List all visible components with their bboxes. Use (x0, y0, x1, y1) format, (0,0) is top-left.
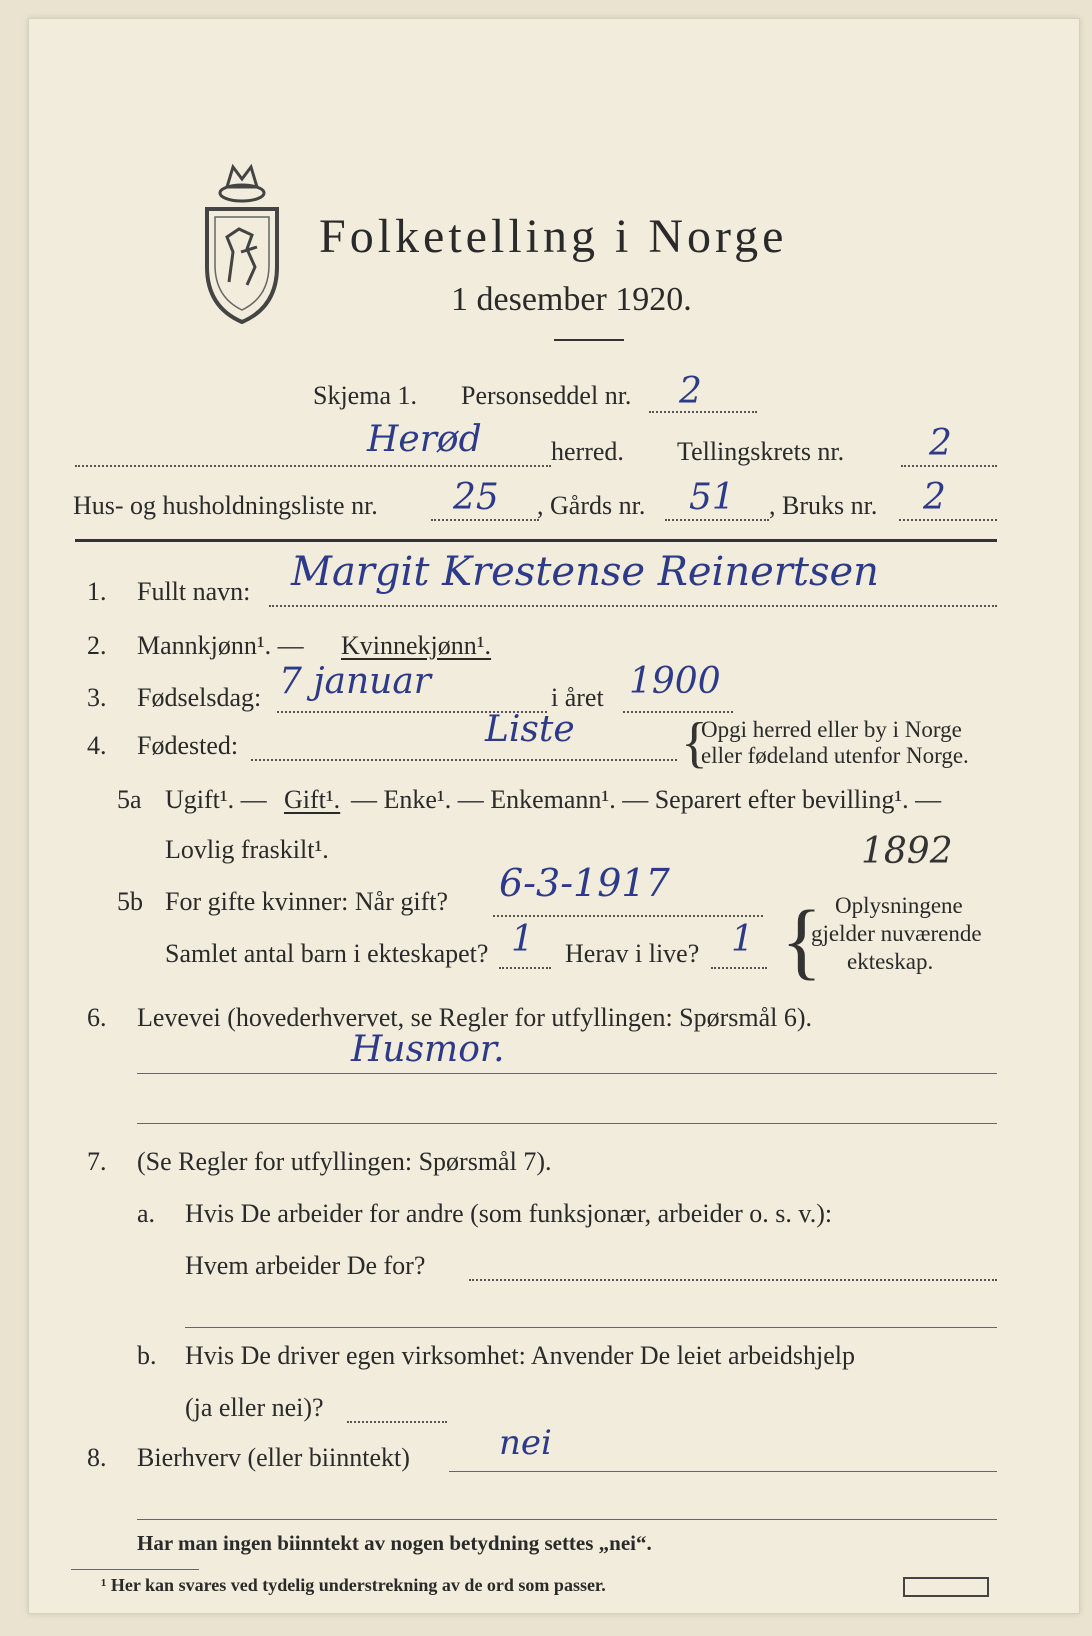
form-date: 1 desember 1920. (451, 281, 692, 318)
title-divider (554, 339, 624, 341)
q6-number: 6. (87, 1003, 107, 1032)
gards-label: , Gårds nr. (537, 491, 646, 520)
footnote: ¹ Her kan svares ved tydelig understrekning av de ord som passer. (101, 1575, 606, 1595)
q5a-fraskilt: Lovlig fraskilt¹. (165, 835, 329, 864)
bruks-value: 2 (923, 477, 946, 518)
q8-label: Bierhverv (eller biinntekt) (137, 1443, 410, 1472)
q8-value: nei (499, 1423, 552, 1463)
q7b-line-2: (ja eller nei)? (185, 1393, 324, 1422)
q1-value: Margit Krestense Reinertsen (291, 549, 879, 595)
husholdning-line (431, 519, 539, 521)
q4-brace: { (681, 712, 708, 774)
herred-label: herred. (551, 437, 624, 466)
q5b-label-3: Herav i live? (565, 939, 700, 968)
q3-number: 3. (87, 683, 107, 712)
q5a-number: 5a (117, 785, 142, 814)
gards-line (665, 519, 769, 521)
q3-year-label: i året (551, 683, 604, 712)
q7b-letter: b. (137, 1341, 157, 1370)
footnote-divider (71, 1569, 199, 1570)
personseddel-label: Personseddel nr. (461, 381, 632, 410)
q4-note-2: eller fødeland utenfor Norge. (701, 743, 969, 768)
census-form (28, 18, 1080, 1614)
q5b-line-3 (711, 967, 767, 969)
q4-number: 4. (87, 731, 107, 760)
q8-line-2 (137, 1519, 997, 1520)
form-title: Folketelling i Norge (319, 210, 788, 263)
bruks-label: , Bruks nr. (769, 491, 878, 520)
q3-label: Fødselsdag: (137, 683, 262, 712)
tellingskrets-value: 2 (929, 423, 952, 464)
q4-label: Fødested: (137, 731, 239, 760)
personseddel-line (649, 411, 757, 413)
q5b-brace: { (781, 892, 823, 988)
q5b-value-2: 1 (511, 919, 534, 960)
q5b-note-3: ekteskap. (847, 949, 934, 974)
q7b-answer-line (347, 1421, 447, 1423)
q5b-label-1: For gifte kvinner: Når gift? (165, 887, 449, 916)
q4-note-1: Opgi herred eller by i Norge (701, 717, 962, 742)
q7b-line-1: Hvis De driver egen virksomhet: Anvender De leiet arbeidshjelp (185, 1341, 856, 1370)
q7a-answer-line (469, 1279, 997, 1281)
q4-value: Liste (485, 709, 575, 750)
q6-label: Levevei (hovederhvervet, se Regler for utfyllingen: Spørsmål 6). (137, 1003, 813, 1032)
q6-line-1 (137, 1073, 997, 1074)
q1-line (269, 605, 997, 607)
herred-line (75, 465, 551, 467)
q5b-value-1: 6-3-1917 (499, 861, 670, 905)
herred-value: Herød (367, 419, 482, 460)
husholdning-label: Hus- og husholdningsliste nr. (73, 491, 378, 520)
q7a-line-2: Hvem arbeider De for? (185, 1251, 426, 1280)
q5b-value-3: 1 (731, 919, 754, 960)
footer-note: Har man ingen biinntekt av nogen betydning settes „nei“. (137, 1531, 652, 1555)
q2-number: 2. (87, 631, 107, 660)
q2-female: Kvinnekjønn¹. (341, 631, 492, 660)
q5b-line-1 (493, 915, 763, 917)
q6-value: Husmor. (351, 1029, 505, 1070)
q5b-line-2 (499, 967, 551, 969)
q8-number: 8. (87, 1443, 107, 1472)
q5b-note-2: gjelder nuværende (811, 921, 982, 946)
q5b-note-1: Oplysningene (835, 893, 963, 918)
q5b-number: 5b (117, 887, 143, 916)
tellingskrets-line (901, 465, 997, 467)
bruks-line (899, 519, 997, 521)
printer-stamp (903, 1577, 989, 1597)
q2-male: Mannkjønn¹. — (137, 631, 304, 660)
year-annotation: 1892 (861, 831, 953, 872)
husholdning-value: 25 (453, 477, 499, 518)
q4-line (251, 759, 677, 761)
gards-value: 51 (689, 477, 735, 518)
q5a-ugift: Ugift¹. — (165, 785, 267, 814)
q7a-answer-line-2 (185, 1327, 997, 1328)
header-divider (75, 539, 997, 542)
q5b-label-2: Samlet antal barn i ekteskapet? (165, 939, 489, 968)
q8-line (449, 1471, 997, 1472)
q5a-gift: Gift¹. (284, 785, 341, 814)
tellingskrets-label: Tellingskrets nr. (677, 437, 845, 466)
coat-of-arms-icon (197, 157, 287, 327)
q1-number: 1. (87, 577, 107, 606)
q6-line-2 (137, 1123, 997, 1124)
q7-label: (Se Regler for utfyllingen: Spørsmål 7). (137, 1147, 552, 1176)
q1-label: Fullt navn: (137, 577, 251, 606)
personseddel-value: 2 (679, 371, 702, 412)
q3-year-line (623, 711, 733, 713)
q7a-letter: a. (137, 1199, 156, 1228)
q3-year-value: 1900 (629, 661, 721, 702)
q5a-rest: — Enke¹. — Enkemann¹. — Separert efter bevilling¹. — (351, 785, 942, 814)
q7-number: 7. (87, 1147, 107, 1176)
q7a-line-1: Hvis De arbeider for andre (som funksjonær, arbeider o. s. v.): (185, 1199, 833, 1228)
q3-value: 7 januar (279, 661, 432, 702)
skjema-label: Skjema 1. (313, 381, 417, 410)
